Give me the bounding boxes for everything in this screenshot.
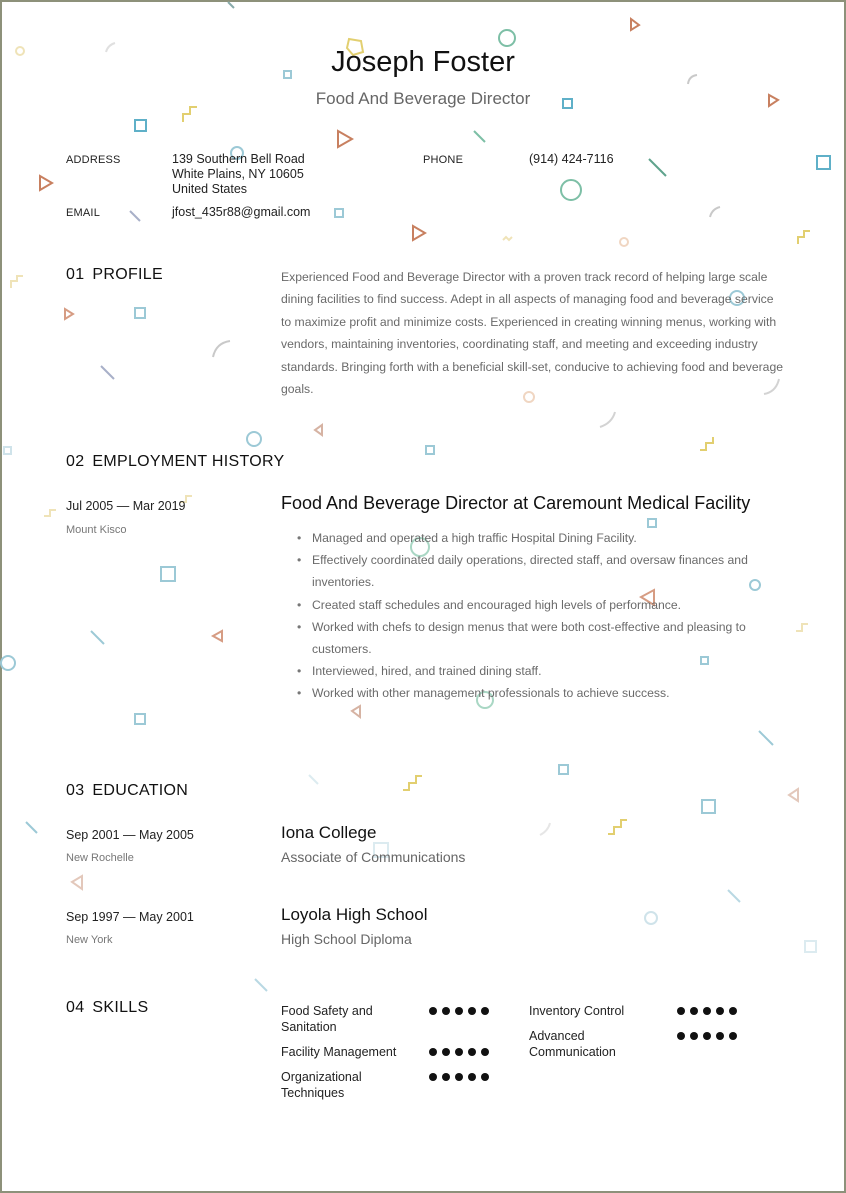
degree: Associate of Communications xyxy=(281,849,466,865)
skill-name: Advanced Communication xyxy=(529,1029,616,1059)
skill-dot xyxy=(481,1048,489,1056)
address-line: White Plains, NY 10605 xyxy=(172,167,304,181)
confetti-line xyxy=(228,2,234,8)
profile-heading xyxy=(66,266,163,284)
confetti-triangle xyxy=(315,425,322,435)
confetti-triangle xyxy=(631,19,639,30)
section-number: 01 xyxy=(66,266,85,283)
skill-name: Food Safety and Sanitation xyxy=(281,1004,373,1034)
skill-dot xyxy=(442,1073,450,1081)
confetti-square xyxy=(161,567,175,581)
skill-dot xyxy=(442,1007,450,1015)
skill-dot xyxy=(468,1048,476,1056)
section-number: 03 xyxy=(66,782,85,799)
skill-level xyxy=(429,1073,489,1081)
confetti-square xyxy=(426,446,434,454)
address-label: ADDRESS xyxy=(66,154,121,166)
confetti-zigzag xyxy=(796,624,808,631)
confetti-triangle xyxy=(338,131,352,147)
confetti-line xyxy=(101,366,114,379)
confetti-circle xyxy=(247,432,261,446)
address-line: United States xyxy=(172,182,248,196)
skill-dot xyxy=(442,1048,450,1056)
skill-dot xyxy=(429,1048,437,1056)
confetti-square xyxy=(702,800,715,813)
school-name: Loyola High School xyxy=(281,905,428,924)
confetti-triangle xyxy=(65,309,73,319)
confetti-circle xyxy=(1,656,15,670)
confetti-square xyxy=(559,765,568,774)
job-bullet: • Managed and operated a high traffic Hospital Dining Facility. xyxy=(297,527,767,549)
confetti-zigzag xyxy=(44,510,56,516)
job-location: Mount Kisco xyxy=(66,524,127,536)
skill-level xyxy=(429,1007,489,1015)
candidate-name: Joseph Foster xyxy=(331,46,515,78)
confetti-line xyxy=(728,890,740,902)
job-bullet: • Worked with other management professionals to achieve success. xyxy=(297,682,767,704)
confetti-triangle xyxy=(413,226,425,240)
skill-name: Organizational Techniques xyxy=(281,1070,362,1100)
confetti-zigzag xyxy=(503,237,512,240)
confetti-square xyxy=(335,209,343,217)
confetti-line xyxy=(255,979,267,991)
confetti-line xyxy=(759,731,773,745)
confetti-square xyxy=(4,447,11,454)
address-line: 139 Southern Bell Road xyxy=(172,152,305,166)
confetti-line xyxy=(649,159,666,176)
section-title: EMPLOYMENT HISTORY xyxy=(92,453,285,470)
confetti-square xyxy=(648,519,656,527)
skill-dot xyxy=(703,1032,711,1040)
confetti-line xyxy=(474,131,485,142)
education-location: New York xyxy=(66,934,113,946)
education-dates: Sep 1997 — May 2001 xyxy=(66,910,194,924)
phone-value: (914) 424-7116 xyxy=(529,152,614,166)
confetti-zigzag xyxy=(700,437,713,450)
skill-dot xyxy=(455,1073,463,1081)
email-value: jfost_435r88@gmail.com xyxy=(172,205,311,219)
confetti-line xyxy=(130,211,140,221)
confetti-zigzag xyxy=(608,820,627,834)
skill-dot xyxy=(455,1048,463,1056)
section-title: PROFILE xyxy=(92,266,163,283)
confetti-zigzag xyxy=(11,276,23,288)
confetti-square xyxy=(135,714,145,724)
skill-dot xyxy=(455,1007,463,1015)
confetti-zigzag xyxy=(798,231,810,244)
section-title: SKILLS xyxy=(92,999,149,1016)
education-location: New Rochelle xyxy=(66,852,134,864)
section-number: 02 xyxy=(66,453,85,470)
skill-dot xyxy=(429,1007,437,1015)
confetti-arc xyxy=(540,823,550,835)
confetti-triangle xyxy=(72,876,82,889)
confetti-triangle xyxy=(352,706,360,717)
job-bullet: • Effectively coordinated daily operations, directed staff, and oversaw finances and inventories. xyxy=(297,549,767,593)
email-label: EMAIL xyxy=(66,207,101,219)
skill-dot xyxy=(677,1032,685,1040)
confetti-line xyxy=(91,631,104,644)
job-bullet-list xyxy=(297,527,767,705)
degree: High School Diploma xyxy=(281,931,412,947)
confetti-triangle xyxy=(789,789,798,801)
address-value xyxy=(172,152,305,197)
skill-dot xyxy=(690,1007,698,1015)
education-heading xyxy=(66,782,188,800)
skills-heading xyxy=(66,999,148,1017)
confetti-triangle xyxy=(40,176,52,190)
confetti-square xyxy=(135,308,145,318)
confetti-arc xyxy=(213,341,230,357)
job-heading: Food And Beverage Director at Caremount Medical Facility xyxy=(281,493,751,513)
confetti-circle xyxy=(620,238,628,246)
confetti-circle xyxy=(645,912,657,924)
skill-dot xyxy=(468,1073,476,1081)
phone-label: PHONE xyxy=(423,154,464,166)
education-dates: Sep 2001 — May 2005 xyxy=(66,828,194,842)
confetti-zigzag xyxy=(403,776,422,790)
section-number: 04 xyxy=(66,999,85,1016)
skill-name: Facility Management xyxy=(281,1045,397,1059)
confetti-circle xyxy=(499,30,515,46)
school-name: Iona College xyxy=(281,823,377,842)
confetti-line xyxy=(309,775,318,784)
job-title: Food And Beverage Director xyxy=(315,89,531,108)
confetti-zigzag xyxy=(183,107,197,122)
skill-dot xyxy=(716,1007,724,1015)
skill-dot xyxy=(481,1073,489,1081)
confetti-square xyxy=(135,120,146,131)
job-bullet: • Worked with chefs to design menus that were both cost-effective and pleasing to customers. xyxy=(297,616,767,660)
skill-dot xyxy=(703,1007,711,1015)
skill-dot xyxy=(481,1007,489,1015)
job-bullet: • Interviewed, hired, and trained dining staff. xyxy=(297,660,767,682)
skill-level xyxy=(677,1032,737,1040)
skill-level xyxy=(677,1007,737,1015)
section-title: EDUCATION xyxy=(92,782,189,799)
skill-dot xyxy=(468,1007,476,1015)
skill-dot xyxy=(729,1032,737,1040)
skill-dot xyxy=(716,1032,724,1040)
confetti-square xyxy=(805,941,816,952)
skill-dot xyxy=(677,1007,685,1015)
skill-level xyxy=(429,1048,489,1056)
skill-dot xyxy=(429,1073,437,1081)
skill-dot xyxy=(729,1007,737,1015)
confetti-circle xyxy=(561,180,581,200)
job-dates: Jul 2005 — Mar 2019 xyxy=(66,499,186,513)
confetti-triangle xyxy=(213,631,222,641)
job-bullet: • Created staff schedules and encouraged high levels of performance. xyxy=(297,594,767,616)
confetti-square xyxy=(817,156,830,169)
confetti-line xyxy=(26,822,37,833)
employment-heading xyxy=(66,453,285,471)
profile-text: Experienced Food and Beverage Director with a proven track record of helping large scale dining facilities to find success. Adept in all aspects of managing food and beverage service to maximize profit and minimize costs. Experienced in creating winning menus, working with vendors, maintaining inventories, coordinating staff, and meeting and exceeding industry standards. Bringing forth with a beneficial skill-set, conducive to achieving food and beverage goals. xyxy=(281,270,784,397)
confetti-arc xyxy=(600,412,615,427)
confetti-arc xyxy=(710,207,720,217)
skill-name: Inventory Control xyxy=(529,1004,625,1018)
skill-dot xyxy=(690,1032,698,1040)
